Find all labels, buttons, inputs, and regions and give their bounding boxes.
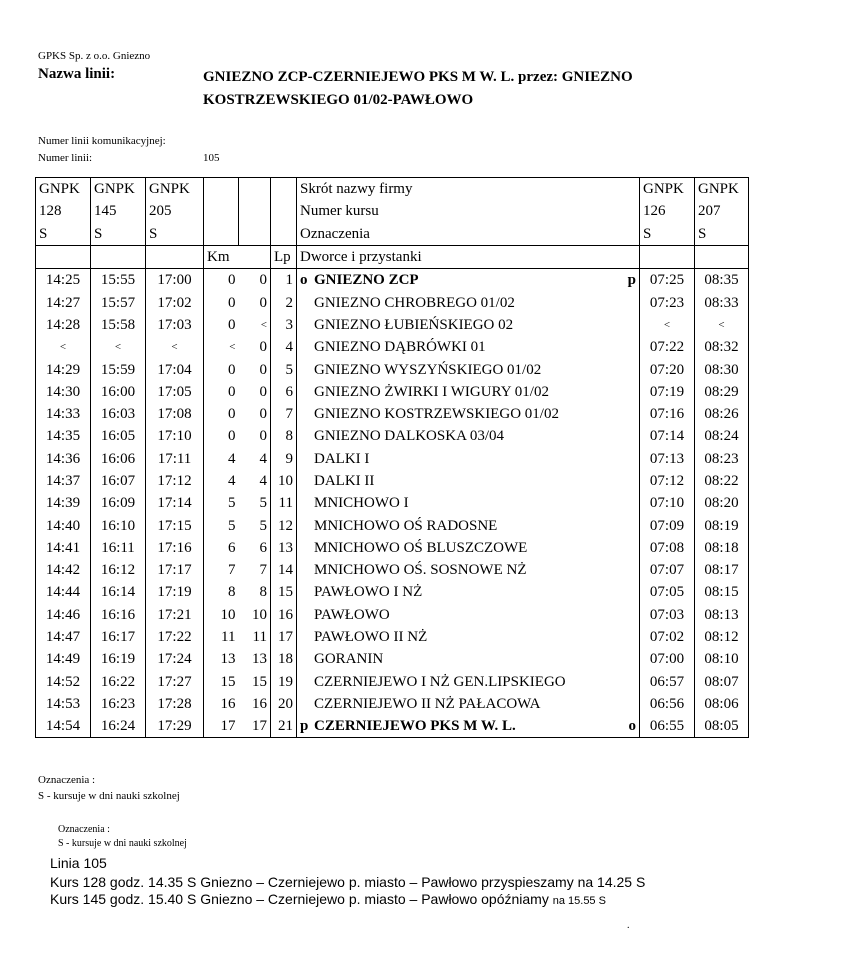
stop-number: 21 [271,715,297,738]
stop-name: DALKI I [314,450,370,467]
departure-time: 14:37 [36,470,91,492]
return-time: 08:24 [695,425,749,447]
comm-line-label: Numer linii komunikacyjnej: [38,135,166,147]
return-time: 07:05 [640,581,695,603]
departure-time: 17:10 [146,425,204,447]
departure-time: 14:53 [36,693,91,715]
return-time: 07:16 [640,403,695,425]
km-value: 5 [204,492,239,514]
stop-marker: o [300,272,308,289]
course-header-cell: 128 [36,200,91,222]
km-value: 10 [252,606,267,623]
course-header-cell: 126 [640,200,695,222]
stop-number: 4 [271,336,297,358]
departure-time: 15:57 [91,291,146,313]
departure-time: 14:35 [36,425,91,447]
return-time: 07:22 [640,336,695,358]
stop-number: 3 [271,314,297,336]
stop-name-cell [297,604,640,626]
km-value: 11 [204,626,239,648]
departure-time: 14:52 [36,671,91,693]
stop-name-cell [297,537,640,559]
km-value: 15 [252,673,267,690]
return-time: 08:18 [695,537,749,559]
return-time: 08:07 [695,671,749,693]
departure-time: < [91,336,146,358]
return-time: 08:29 [695,381,749,403]
trailing-dot: . [627,920,630,931]
stop-name: GORANIN [314,651,384,668]
timetable-row [36,581,749,603]
stop-name: GNIEZNO ŻWIRKI I WIGURY 01/02 [314,383,549,400]
departure-time: 16:09 [91,492,146,514]
km-header-blank [204,223,239,246]
stop-name-cell [297,581,640,603]
stop-number: 19 [271,671,297,693]
km-value: 4 [204,448,239,470]
departure-time: 17:12 [146,470,204,492]
km-value: 7 [204,559,239,581]
stop-name: GNIEZNO WYSZYŃSKIEGO 01/02 [314,361,542,378]
return-time: 07:08 [640,537,695,559]
stop-number: 10 [271,470,297,492]
stop-number: 16 [271,604,297,626]
timetable-row [36,269,749,292]
return-time: 08:30 [695,358,749,380]
stop-name: CZERNIEJEWO PKS M W. L. [314,718,516,735]
stop-number: 15 [271,581,297,603]
stop-name-cell [297,559,640,581]
return-time: 07:07 [640,559,695,581]
stop-name: PAWŁOWO I NŻ [314,584,423,601]
stop-name-cell [297,715,640,738]
stop-name: CZERNIEJEWO II NŻ PAŁACOWA [314,695,541,712]
stop-marker: o [628,718,636,735]
departure-time: 16:06 [91,448,146,470]
line-number: 105 [203,152,220,164]
stop-number: 2 [271,291,297,313]
departure-time: 17:28 [146,693,204,715]
return-time: 08:32 [695,336,749,358]
km-value: 0 [204,425,239,447]
change-note-2-main: Kurs 145 godz. 15.40 S Gniezno – Czerniejewo p. miasto – Pawłowo opóźniamy [50,891,549,907]
stop-name-cell [297,492,640,514]
course-header-cell: GNPK [91,178,146,201]
km-header-blank [204,178,239,201]
return-time: 08:15 [695,581,749,603]
timetable-row [36,403,749,425]
course-header-cell: S [146,223,204,246]
stop-number: 7 [271,403,297,425]
stop-name-cell [297,470,640,492]
lp-header-blank [271,200,297,222]
return-time: 07:25 [640,269,695,292]
stop-number: 13 [271,537,297,559]
course-header-cell: GNPK [146,178,204,201]
stop-number: 1 [271,269,297,292]
departure-time: 14:36 [36,448,91,470]
blank-cell [91,245,146,268]
course-header-cell: 207 [695,200,749,222]
stop-name-cell [297,336,640,358]
stop-name: GNIEZNO DĄBRÓWKI 01 [314,339,486,356]
departure-time: 14:54 [36,715,91,738]
km-value: 0 [204,314,239,336]
return-time: 08:17 [695,559,749,581]
change-note-2 [50,891,606,907]
km-value: 17 [239,715,271,738]
change-note-1: Kurs 128 godz. 14.35 S Gniezno – Czerniejewo p. miasto – Pawłowo przyspieszamy na 14.25 S [50,874,646,890]
stop-name-cell [297,358,640,380]
stop-number: 18 [271,648,297,670]
stop-number: 20 [271,693,297,715]
departure-time: 17:19 [146,581,204,603]
departure-time: 15:59 [91,358,146,380]
km-value: 4 [259,450,267,467]
km-value: 0 [259,383,267,400]
stop-name-cell [297,381,640,403]
departure-time: 17:02 [146,291,204,313]
stop-number: 6 [271,381,297,403]
departure-time: 17:27 [146,671,204,693]
stop-name-cell [297,514,640,536]
km-value: 0 [204,269,239,292]
timetable-row [36,559,749,581]
return-time: 06:57 [640,671,695,693]
stops-header: Dworce i przystanki [297,245,640,268]
departure-time: 16:05 [91,425,146,447]
stop-name-cell [297,403,640,425]
return-time: 08:23 [695,448,749,470]
departure-time: < [36,336,91,358]
stop-number: 5 [271,358,297,380]
course-header-cell: 145 [91,200,146,222]
km-value: 0 [259,361,267,378]
stop-number: 9 [271,448,297,470]
km-value: 0 [259,294,267,311]
km-value: 0 [239,269,271,292]
header-row [36,200,749,222]
return-time: 07:23 [640,291,695,313]
departure-time: 16:17 [91,626,146,648]
return-time: 06:56 [640,693,695,715]
timetable [35,177,749,738]
return-time: 07:10 [640,492,695,514]
departure-time: 16:23 [91,693,146,715]
departure-time: 17:22 [146,626,204,648]
timetable-row [36,314,749,336]
km-value: 0 [259,406,267,423]
stop-number: 17 [271,626,297,648]
departure-time: 16:19 [91,648,146,670]
stop-name: MNICHOWO OŚ. SOSNOWE NŻ [314,562,527,579]
blank-cell [640,245,695,268]
blank-cell [146,245,204,268]
km-value: 15 [204,671,239,693]
km-value: 0 [204,291,239,313]
km-value: 0 [204,358,239,380]
departure-time: 16:10 [91,514,146,536]
return-time: 08:26 [695,403,749,425]
course-header-label: Skrót nazwy firmy [297,178,640,201]
km-value: 0 [259,339,267,356]
departure-time: 15:55 [91,269,146,292]
timetable-row [36,492,749,514]
change-note-2-new-time: na 15.55 S [552,895,606,907]
return-time: 07:12 [640,470,695,492]
departure-time: 17:08 [146,403,204,425]
departure-time: 14:47 [36,626,91,648]
line-name-part-2: KOSTRZEWSKIEGO 01/02-PAWŁOWO [203,92,474,108]
line-name-part-1: GNIEZNO ZCP-CZERNIEJEWO PKS M W. L. przez: GNIEZNO [203,69,633,85]
stop-name: GNIEZNO ŁUBIEŃSKIEGO 02 [314,316,514,333]
departure-time: 14:30 [36,381,91,403]
course-header-cell: GNPK [640,178,695,201]
course-header-cell: GNPK [695,178,749,201]
km-value: 13 [252,651,267,668]
stop-name-cell [297,671,640,693]
km-value: 17 [204,715,239,738]
departure-time: 14:44 [36,581,91,603]
stop-name-cell [297,626,640,648]
departure-time: 14:41 [36,537,91,559]
departure-time: 17:04 [146,358,204,380]
departure-time: 14:49 [36,648,91,670]
legend-text-2: S - kursuje w dni nauki szkolnej [58,838,187,849]
return-time: 06:55 [640,715,695,738]
departure-time: < [146,336,204,358]
course-header-label: Oznaczenia [297,223,640,246]
departure-time: 16:22 [91,671,146,693]
departure-time: 17:24 [146,648,204,670]
stop-name: MNICHOWO I [314,495,409,512]
stop-name: PAWŁOWO II NŻ [314,629,428,646]
km-value: 11 [252,629,267,646]
company-name: GPKS Sp. z o.o. Gniezno [38,50,151,62]
stop-name-cell [297,648,640,670]
return-time: 07:19 [640,381,695,403]
departure-time: 15:58 [91,314,146,336]
timetable-row [36,604,749,626]
return-time: 08:13 [695,604,749,626]
return-time: 08:12 [695,626,749,648]
line-name [203,66,633,112]
departure-time: 17:16 [146,537,204,559]
timetable-row [36,626,749,648]
departure-time: 14:33 [36,403,91,425]
timetable-row [36,537,749,559]
return-time: 08:33 [695,291,749,313]
stop-name: GNIEZNO CHROBREGO 01/02 [314,294,515,311]
km-header: Km [204,245,271,268]
km-value: 0 [204,381,239,403]
timetable-row [36,715,749,738]
line-number-label: Numer linii: [38,152,93,164]
course-header-label: Numer kursu [297,200,640,222]
departure-time: 16:11 [91,537,146,559]
km-value: 7 [259,562,267,579]
timetable-row [36,358,749,380]
return-time: < [695,314,749,336]
stop-name: GNIEZNO KOSTRZEWSKIEGO 01/02 [314,406,559,423]
header-row [36,178,749,201]
lp-header-blank [271,223,297,246]
departure-time: 14:25 [36,269,91,292]
return-time: 07:09 [640,514,695,536]
stop-name-cell [297,448,640,470]
km-value: 4 [259,473,267,489]
return-time: 08:35 [695,269,749,292]
timetable-row [36,448,749,470]
legend-title-2: Oznaczenia : [58,824,110,835]
stop-marker: p [627,272,636,289]
departure-time: 17:05 [146,381,204,403]
departure-time: 14:27 [36,291,91,313]
return-time: 08:20 [695,492,749,514]
departure-time: 17:14 [146,492,204,514]
departure-time: 17:29 [146,715,204,738]
line-name-label: Nazwa linii: [38,66,116,82]
blank-cell [695,245,749,268]
km-value: < [260,318,267,331]
course-header-cell: S [36,223,91,246]
stop-name-cell [297,425,640,447]
timetable-row [36,648,749,670]
km-value: 0 [259,428,267,445]
departure-time: 17:17 [146,559,204,581]
stop-marker: p [300,718,309,735]
departure-time: 14:39 [36,492,91,514]
lp-header-blank [271,178,297,201]
return-time: < [640,314,695,336]
return-time: 07:13 [640,448,695,470]
course-header-cell: S [640,223,695,246]
course-header-cell: 205 [146,200,204,222]
timetable-row [36,425,749,447]
stop-name: DALKI II [314,473,375,489]
departure-time: 16:00 [91,381,146,403]
departure-time: 17:11 [146,448,204,470]
departure-time: 14:46 [36,604,91,626]
stop-number: 12 [271,514,297,536]
stop-name: MNICHOWO OŚ BLUSZCZOWE [314,539,528,556]
departure-time: 16:16 [91,604,146,626]
stop-name-cell [297,291,640,313]
departure-time: 16:24 [91,715,146,738]
km-value: < [204,336,239,358]
departure-time: 16:12 [91,559,146,581]
stop-number: 11 [271,492,297,514]
return-time: 07:14 [640,425,695,447]
departure-time: 17:15 [146,514,204,536]
km-value: 5 [204,514,239,536]
return-time: 08:19 [695,514,749,536]
departure-time: 17:21 [146,604,204,626]
km-value: 5 [259,495,267,512]
legend-title: Oznaczenia : [38,774,96,786]
stop-number: 8 [271,425,297,447]
return-time: 07:02 [640,626,695,648]
departure-time: 17:03 [146,314,204,336]
timetable-row [36,336,749,358]
return-time: 08:22 [695,470,749,492]
return-time: 07:00 [640,648,695,670]
departure-time: 14:42 [36,559,91,581]
departure-time: 17:00 [146,269,204,292]
column-header-row [36,245,749,268]
return-time: 08:10 [695,648,749,670]
stop-name-cell [297,269,640,292]
km-value: 16 [204,693,239,715]
departure-time: 14:29 [36,358,91,380]
stop-name: GNIEZNO DALKOSKA 03/04 [314,428,504,445]
timetable-row [36,693,749,715]
km-value: 6 [204,537,239,559]
km-value: 5 [259,517,267,534]
km-value: 6 [259,539,267,556]
km-value: 16 [252,695,267,712]
stop-name: GNIEZNO ZCP [314,272,419,289]
km-value: 8 [259,584,267,601]
km-value: 10 [204,604,239,626]
km-header-blank [239,223,271,246]
stop-name: PAWŁOWO [314,606,390,623]
timetable-row [36,470,749,492]
timetable-row [36,514,749,536]
stop-name-cell [297,693,640,715]
km-header-blank [204,200,239,222]
lp-header: Lp [271,245,297,268]
change-note-line: Linia 105 [50,855,107,871]
return-time: 07:20 [640,358,695,380]
departure-time: 16:14 [91,581,146,603]
departure-time: 14:40 [36,514,91,536]
stop-name: CZERNIEJEWO I NŻ GEN.LIPSKIEGO [314,673,566,690]
km-value: 8 [204,581,239,603]
blank-cell [36,245,91,268]
km-header-blank [239,200,271,222]
departure-time: 16:03 [91,403,146,425]
course-header-cell: S [695,223,749,246]
return-time: 08:06 [695,693,749,715]
legend-text: S - kursuje w dni nauki szkolnej [38,790,180,802]
stop-number: 14 [271,559,297,581]
departure-time: 14:28 [36,314,91,336]
km-header-blank [239,178,271,201]
timetable-row [36,671,749,693]
return-time: 08:05 [695,715,749,738]
course-header-cell: S [91,223,146,246]
course-header-cell: GNPK [36,178,91,201]
departure-time: 16:07 [91,470,146,492]
timetable-row [36,381,749,403]
stop-name-cell [297,314,640,336]
return-time: 07:03 [640,604,695,626]
timetable-row [36,291,749,313]
header-row [36,223,749,246]
stop-name: MNICHOWO OŚ RADOSNE [314,517,498,534]
km-value: 0 [204,403,239,425]
km-value: 4 [204,470,239,492]
km-value: 13 [204,648,239,670]
